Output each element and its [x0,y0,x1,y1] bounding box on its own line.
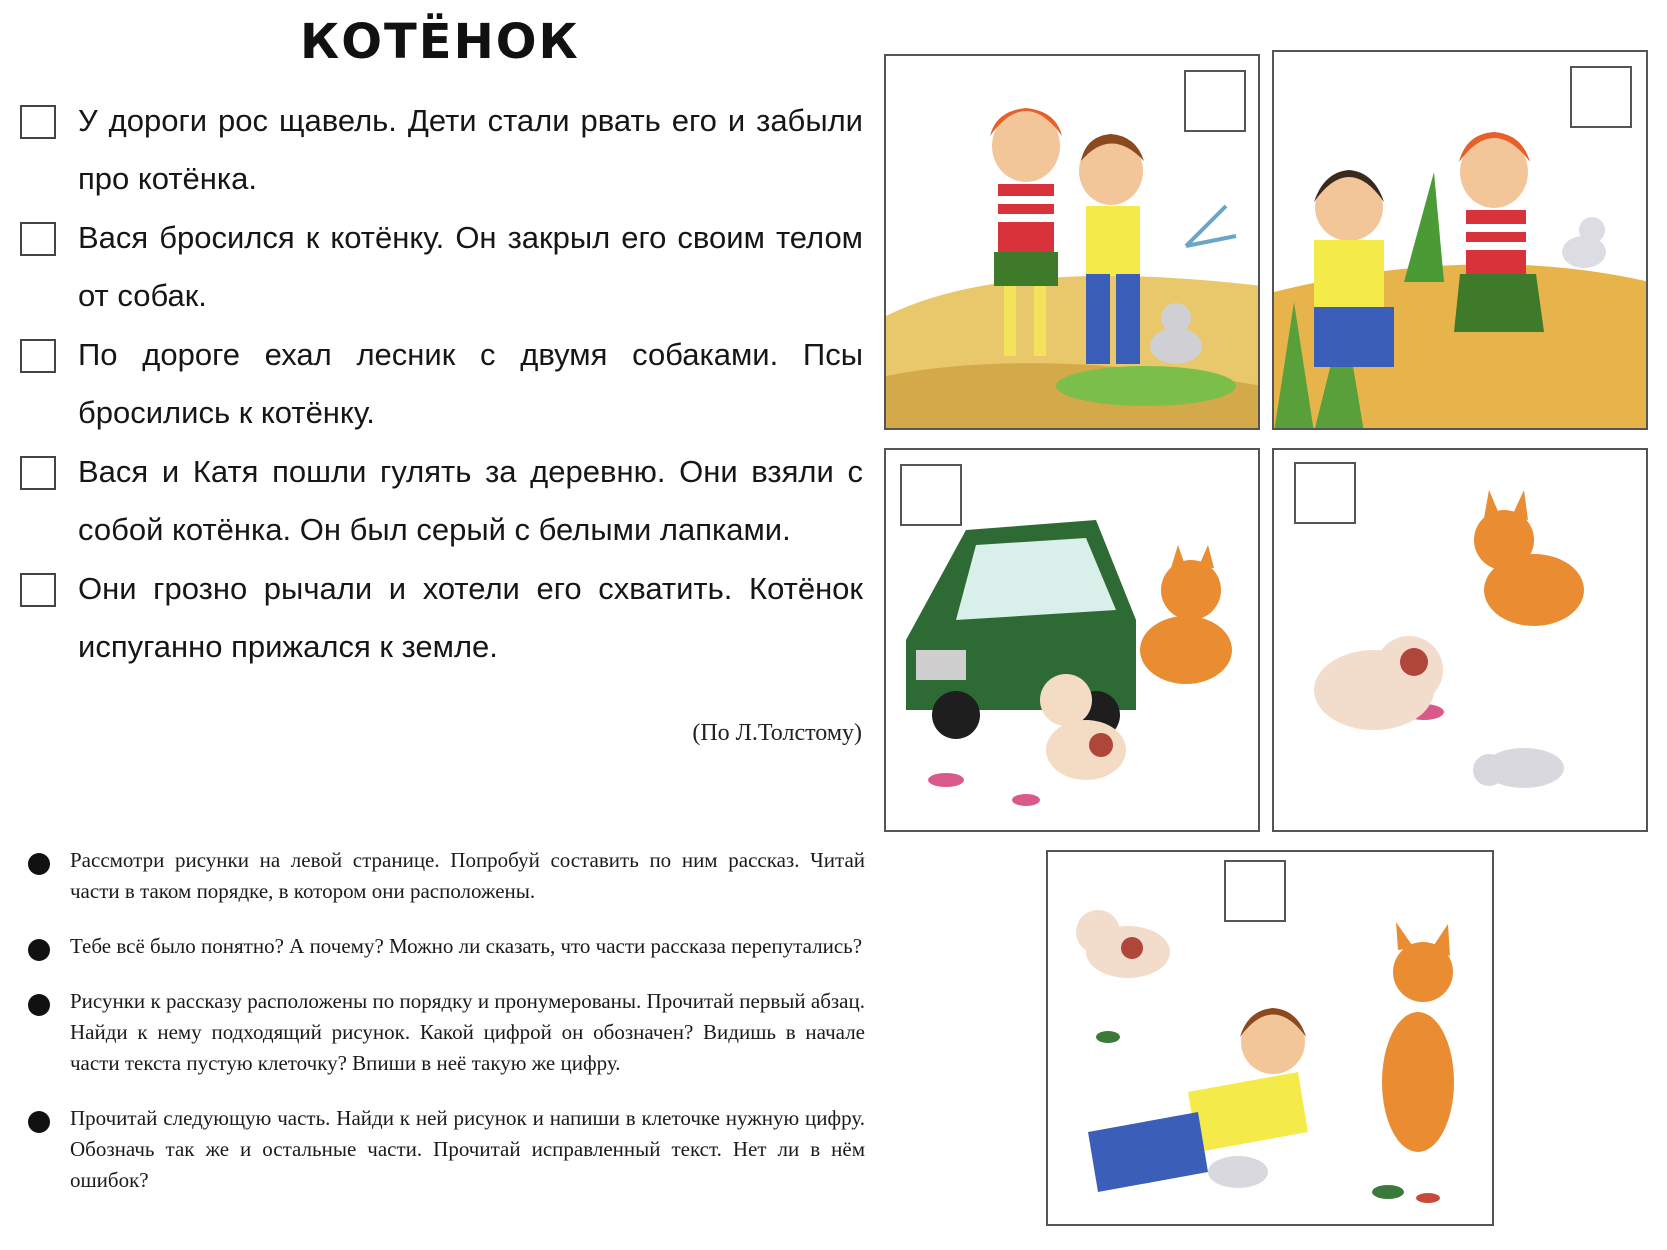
picture-number-box-4[interactable] [1294,462,1356,524]
task-text: Рисунки к рассказу расположены по порядку и пронумерованы. Прочитай первый абзац. Найди к нему подходящий рисунок. Какой цифрой он обозначен? Видишь в начале части текста пустую клеточку? Впиши в неё такую же цифру. [70,989,865,1075]
picture-number-box-3[interactable] [900,464,962,526]
story-paragraph-4 [18,443,863,559]
paragraph-text: Вася бросился к котёнку. Он закрыл его своим телом от собак. [78,220,863,313]
story-paragraph-1 [18,92,863,208]
picture-number-box-2[interactable] [1570,66,1632,128]
paragraph-text: Они грозно рычали и хотели его схватить. Котёнок испуганно прижался к земле. [78,571,863,664]
paragraph-text: У дороги рос щавель. Дети стали рвать его и забыли про котёнка. [78,103,863,196]
answer-checkbox-5[interactable] [20,573,56,607]
bullet-icon [28,1111,50,1133]
story-paragraph-5 [18,560,863,676]
answer-checkbox-1[interactable] [20,105,56,139]
bullet-icon [28,853,50,875]
bullet-icon [28,939,50,961]
picture-number-box-1[interactable] [1184,70,1246,132]
task-item [20,986,865,1079]
story-paragraph-3 [18,326,863,442]
task-item [20,931,865,962]
task-text: Тебе всё было понятно? А почему? Можно ли сказать, что части рассказа перепутались? [70,934,863,958]
page-title: КОТЁНОК [300,14,580,70]
task-item [20,1103,865,1196]
answer-checkbox-2[interactable] [20,222,56,256]
task-text: Рассмотри рисунки на левой странице. Попробуй составить по ним рассказ. Читай части в таком порядке, в котором они расположены. [70,848,865,903]
source-attribution: (По Л.Толстому) [692,720,862,746]
story-paragraph-2 [18,209,863,325]
answer-checkbox-3[interactable] [20,339,56,373]
task-item [20,845,865,907]
answer-checkbox-4[interactable] [20,456,56,490]
paragraph-text: По дороге ехал лесник с двумя собаками. Псы бросились к котёнку. [78,337,863,430]
bullet-icon [28,994,50,1016]
task-list [20,845,865,1220]
story-text [18,92,863,677]
paragraph-text: Вася и Катя пошли гулять за деревню. Они взяли с собой котёнка. Он был серый с белыми лапками. [78,454,863,547]
picture-number-box-5[interactable] [1224,860,1286,922]
task-text: Прочитай следующую часть. Найди к ней рисунок и напиши в клеточке нужную цифру. Обозначь так же и остальные части. Прочитай исправленный текст. Нет ли в нём ошибок? [70,1106,865,1192]
